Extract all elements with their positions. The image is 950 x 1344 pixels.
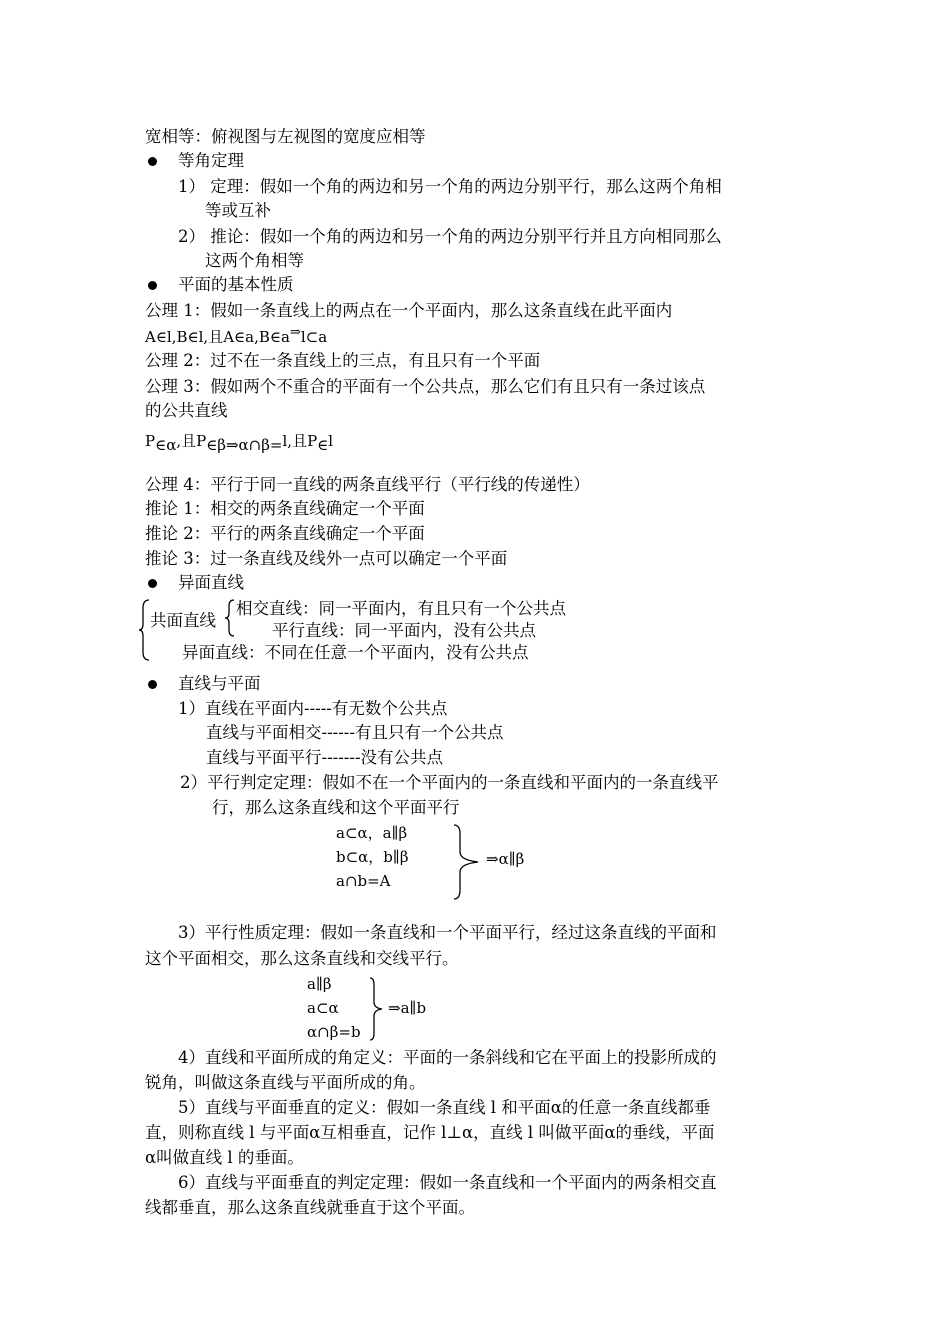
text-line: 公理 4：平行于同一直线的两条直线平行（平行线的传递性） [145,475,590,494]
right-brace [368,975,384,1043]
system-line: a∩b=A [336,872,391,890]
system-line: a⊂α [307,999,339,1017]
text-line: 的公共直线 [145,401,228,420]
formula-part: A∈l,B∈l,且A∈a,B∈a [145,328,290,346]
formula-line [145,430,333,452]
text-line: 行，那么这条直线和这个平面平行 [212,798,460,817]
text-line: 锐角，叫做这条直线与平面所成的角。 [145,1073,426,1092]
system-result: ⇒a∥b [388,999,427,1017]
classification-item: 相交直线：同一平面内，有且只有一个公共点 [236,599,566,618]
right-brace [452,822,482,902]
formula-part: l⊂a [300,328,328,346]
formula-part: l [328,432,334,450]
text-line: 线都垂直，那么这条直线就垂直于这个平面。 [145,1198,475,1217]
text-line: 直线与平面相交------有且只有一个公共点 [206,723,504,742]
bullet-icon [148,281,157,290]
text-line: 5）直线与平面垂直的定义：假如一条直线 l 和平面α的任意一条直线都垂 [178,1098,711,1117]
bullet-icon [148,680,157,689]
text-line: 1） 定理：假如一个角的两边和另一个角的两边分别平行，那么这两个角相 [178,177,722,196]
text-line: 3）平行性质定理：假如一条直线和一个平面平行，经过这条直线的平面和 [178,923,717,942]
formula-part: P [145,432,156,450]
section-heading: 异面直线 [178,573,244,592]
system-line: α∩β=b [307,1023,361,1041]
formula-part: l,且P [282,432,318,450]
text-line: 公理 3：假如两个不重合的平面有一个公共点，那么它们有且只有一条过该点 [145,377,706,396]
formula-part: ∈α [155,436,177,454]
formula-part: ∈β⇒α∩β= [206,436,283,454]
implies-symbol: ⇒ [289,325,301,340]
section-heading: 平面的基本性质 [178,275,294,294]
text-line: 推论 1：相交的两条直线确定一个平面 [145,499,425,518]
text-line: 6）直线与平面垂直的判定定理：假如一条直线和一个平面内的两条相交直 [178,1173,717,1192]
section-heading: 直线与平面 [178,674,261,693]
system-result: ⇒α∥β [486,850,525,868]
text-line: 直，则称直线 l 与平面α互相垂直，记作 l⊥α，直线 l 叫做平面α的垂线，平面 [145,1123,715,1142]
bullet-icon [148,579,157,588]
text-line: 这两个角相等 [205,251,304,270]
classification-item: 平行直线：同一平面内，没有公共点 [272,621,536,640]
text-line: 推论 3：过一条直线及线外一点可以确定一个平面 [145,549,508,568]
left-brace-inner [224,598,236,638]
formula-part: ∈ [317,436,329,454]
classification-label: 共面直线 [150,611,216,630]
classification-item: 异面直线：不同在任意一个平面内，没有公共点 [182,643,529,662]
system-line: b⊂α，b∥β [336,848,409,866]
formula-part: ,且P [176,432,207,450]
formula-line [145,326,327,350]
system-line: a⊂α，a∥β [336,824,408,842]
text-line: 这个平面相交，那么这条直线和交线平行。 [145,949,459,968]
text-line: 推论 2：平行的两条直线确定一个平面 [145,524,425,543]
text-line: 直线与平面平行-------没有公共点 [206,748,444,767]
text-line: 公理 2：过不在一条直线上的三点，有且只有一个平面 [145,351,541,370]
system-line: a∥β [307,975,332,993]
text-line: 公理 1：假如一条直线上的两点在一个平面内，那么这条直线在此平面内 [145,301,673,320]
text-line: 2） 推论：假如一个角的两边和另一个角的两边分别平行并且方向相同那么 [178,227,722,246]
section-heading: 等角定理 [178,151,244,170]
text-line: 4）直线和平面所成的角定义：平面的一条斜线和它在平面上的投影所成的 [178,1048,717,1067]
text-line: 宽相等：俯视图与左视图的宽度应相等 [145,127,426,146]
text-line: α叫做直线 l 的垂面。 [145,1148,304,1167]
text-line: 1）直线在平面内-----有无数个公共点 [178,699,448,718]
text-line: 等或互补 [205,201,271,220]
bullet-icon [148,157,157,166]
text-line: 2）平行判定定理：假如不在一个平面内的一条直线和平面内的一条直线平 [180,773,719,792]
